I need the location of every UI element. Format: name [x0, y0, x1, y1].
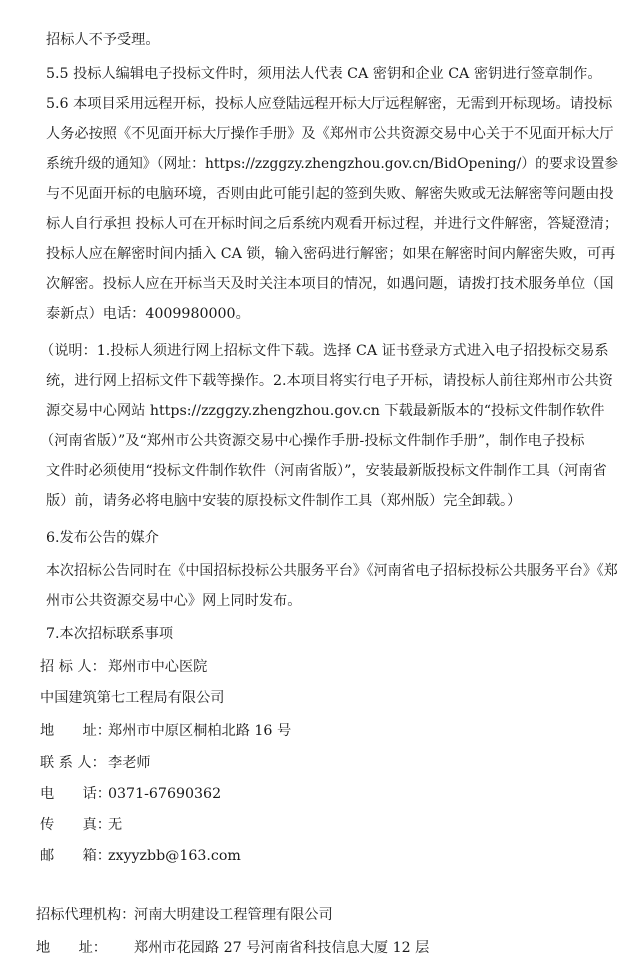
text-line: 次解密。投标人应在开标当天及时关注本项目的情况，如遇问题，请拨打技术服务单位（国	[46, 276, 614, 292]
email-value: zxyyzbb@163.com	[108, 848, 241, 864]
phone-label: 电 话：	[40, 786, 111, 802]
text-line: 人务必按照《不见面开标大厅操作手册》及《郑州市公共资源交易中心关于不见面开标大厅	[46, 126, 614, 142]
text-line: 源交易中心网站 https://zzggzy.zhengzhou.gov.cn 下载最新版本的“投标文件制作软件	[46, 403, 605, 419]
agency-label: 招标代理机构：	[36, 907, 136, 923]
text-line: 5.5 投标人编辑电子投标文件时，须用法人代表 CA 密钥和企业 CA 密钥进行签章制作。	[46, 66, 602, 82]
text-line: （说明：1.投标人须进行网上招标文件下载。选择 CA 证书登录方式进入电子招投标交易系	[40, 343, 609, 359]
contact-label: 联 系 人：	[40, 755, 106, 771]
section-heading: 7.本次招标联系事项	[46, 626, 174, 642]
fax-label: 传 真：	[40, 817, 111, 833]
text-line: 统，进行网上招标文件下载等操作。2.本项目将实行电子开标，请投标人前往郑州市公共资	[46, 373, 613, 389]
agency-value: 河南大明建设工程管理有限公司	[134, 907, 333, 923]
address-value: 郑州市中原区桐柏北路 16 号	[108, 723, 292, 739]
tenderer-value: 郑州市中心医院	[108, 659, 208, 675]
section-heading: 6.发布公告的媒介	[46, 530, 159, 546]
text-line: 文件时必须使用“投标文件制作软件（河南省版）”，安装最新版投标文件制作工具（河南省	[46, 463, 607, 479]
text-line: 5.6 本项目采用远程开标，投标人应登陆远程开标大厅远程解密，无需到开标现场。请投标	[46, 96, 613, 112]
text-line: 版）前，请务必将电脑中安装的原投标文件制作工具（郑州版）完全卸载。）	[46, 493, 522, 509]
text-line: （河南省版）”及“郑州市公共资源交易中心操作手册-投标文件制作手册”，制作电子投标	[40, 433, 585, 449]
text-line: 标人自行承担 投标人可在开标时间之后系统内观看开标过程，并进行文件解密，答疑澄清；	[46, 216, 619, 232]
email-label: 邮 箱：	[40, 848, 111, 864]
text-line: 系统升级的通知》（网址：https://zzggzy.zhengzhou.gov.cn/BidOpening/）的要求设置参	[46, 156, 619, 172]
text-line: 招标人不予受理。	[46, 32, 160, 48]
text-line: 泰新点）电话：4009980000。	[46, 306, 250, 322]
text-line: 与不见面开标的电脑环境，否则由此可能引起的签到失败、解密失败或无法解密等问题由投	[46, 186, 614, 202]
phone-value: 0371-67690362	[108, 786, 222, 802]
fax-value: 无	[108, 817, 123, 833]
tenderer-label: 招 标 人：	[40, 659, 106, 675]
address-label: 地 址：	[40, 723, 111, 739]
company-name: 中国建筑第七工程局有限公司	[40, 690, 225, 706]
text-line: 投标人应在解密时间内插入 CA 锁，输入密码进行解密；如果在解密时间内解密失败，可再	[46, 246, 616, 262]
text-line: 本次招标公告同时在《中国招标投标公共服务平台》《河南省电子招标投标公共服务平台》《郑	[46, 563, 618, 579]
agency-address-label: 地 址：	[36, 940, 107, 956]
agency-address-value: 郑州市花园路 27 号河南省科技信息大厦 12 层	[134, 940, 430, 956]
text-line: 州市公共资源交易中心》网上同时发布。	[46, 593, 302, 609]
contact-value: 李老师	[108, 755, 151, 771]
